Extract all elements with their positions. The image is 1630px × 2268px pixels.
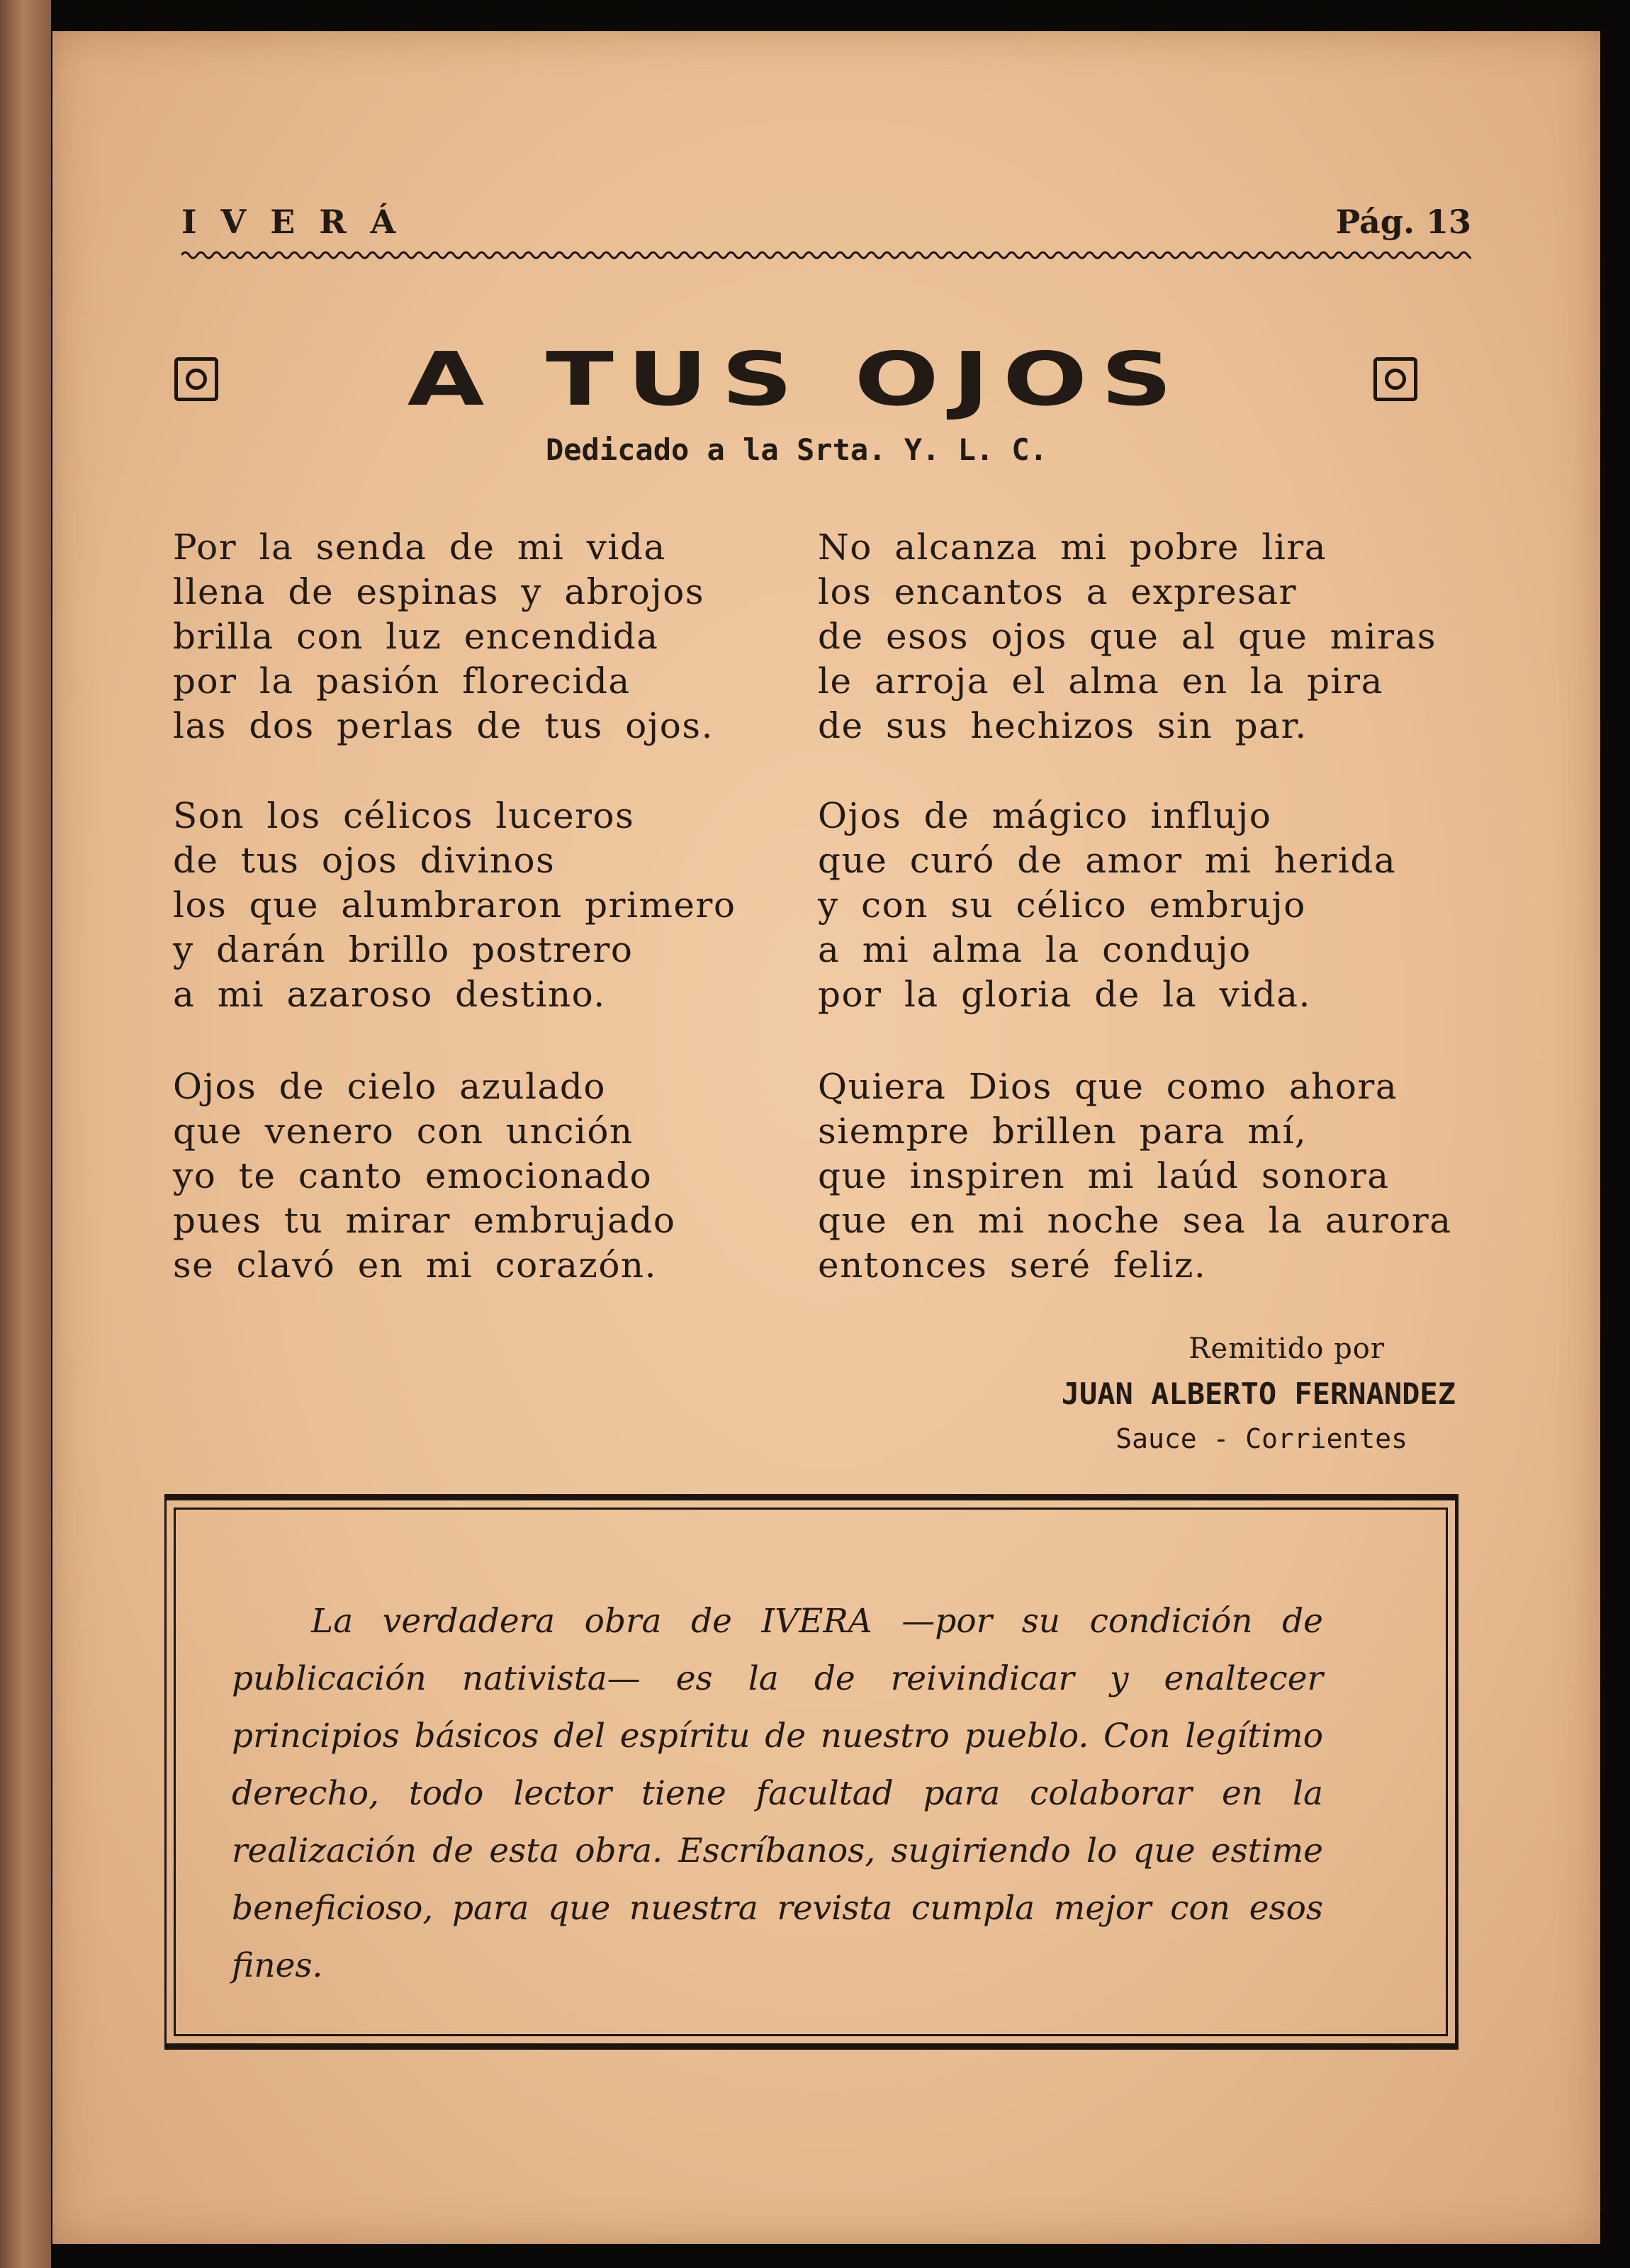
verse-line: No alcanza mi pobre lira: [818, 527, 1327, 568]
verse-line: y con su célico embrujo: [818, 885, 1306, 926]
verse-line: Ojos de mágico influjo: [818, 795, 1272, 836]
editorial-notice-box: [164, 1494, 1458, 2050]
verse-line: a mi azaroso destino.: [173, 974, 606, 1015]
verse-line: llena de espinas y abrojos: [173, 571, 705, 612]
verse-line: entonces seré feliz.: [818, 1245, 1207, 1286]
magazine-title: IVERÁ: [181, 203, 420, 241]
verse-line: siempre brillen para mí,: [818, 1111, 1308, 1152]
magazine-page: [52, 31, 1600, 2244]
verse-line: le arroja el alma en la pira: [818, 661, 1383, 702]
author-location: Sauce - Corrientes: [1115, 1423, 1407, 1454]
submitted-by-label: Remitido por: [1188, 1332, 1385, 1365]
ornament-right-icon: [1373, 357, 1417, 401]
verse-line: de esos ojos que al que miras: [818, 616, 1437, 657]
verse-line: brilla con luz encendida: [173, 616, 659, 657]
author-name: JUAN ALBERTO FERNANDEZ: [1061, 1376, 1456, 1411]
verse-line: a mi alma la condujo: [818, 929, 1252, 970]
verse-line: que venero con unción: [173, 1111, 634, 1152]
verse-line: Ojos de cielo azulado: [173, 1066, 606, 1107]
verse-line: que curó de amor mi herida: [818, 840, 1397, 881]
page-number: Pág. 13: [1335, 203, 1471, 241]
verse-line: los encantos a expresar: [818, 571, 1298, 612]
stanza-left-1: [173, 525, 714, 748]
wavy-rule: [181, 245, 1471, 265]
verse-line: Son los célicos luceros: [173, 795, 635, 836]
stanza-left-3: [173, 1065, 675, 1288]
stanza-right-3: [818, 1065, 1452, 1288]
verse-line: de tus ojos divinos: [173, 840, 556, 881]
editorial-notice-text: La verdadera obra de IVERA —por su condición de publicación nativista— es la de reivindicar y enaltecer principios básicos del espíritu de nuestro pueblo. Con legítimo derecho, todo lector tiene facultad para colaborar en la realización de esta obra. Escríbanos, sugiriendo lo que estime beneficioso, para que nuestra revista cumpla mejor con esos fines.: [232, 1602, 1323, 1985]
verse-line: que inspiren mi laúd sonora: [818, 1155, 1390, 1196]
stanza-right-2: [818, 794, 1396, 1017]
book-spine: [0, 0, 51, 2268]
verse-line: Quiera Dios que como ahora: [818, 1066, 1398, 1107]
verse-line: que en mi noche sea la aurora: [818, 1200, 1452, 1241]
verse-line: se clavó en mi corazón.: [173, 1245, 658, 1286]
verse-line: por la pasión florecida: [173, 661, 631, 702]
verse-line: yo te canto emocionado: [173, 1155, 653, 1196]
verse-line: Por la senda de mi vida: [173, 527, 666, 568]
verse-line: por la gloria de la vida.: [818, 974, 1311, 1015]
verse-line: de sus hechizos sin par.: [818, 705, 1308, 746]
verse-line: los que alumbraron primero: [173, 885, 736, 926]
verse-line: y darán brillo postrero: [173, 929, 634, 970]
poem-title: A TUS OJOS: [407, 336, 1186, 422]
stanza-left-2: [173, 794, 736, 1017]
stanza-right-1: [818, 525, 1437, 748]
verse-line: pues tu mirar embrujado: [173, 1200, 676, 1241]
poem-dedication: Dedicado a la Srta. Y. L. C.: [545, 432, 1047, 467]
verse-line: las dos perlas de tus ojos.: [173, 705, 714, 746]
